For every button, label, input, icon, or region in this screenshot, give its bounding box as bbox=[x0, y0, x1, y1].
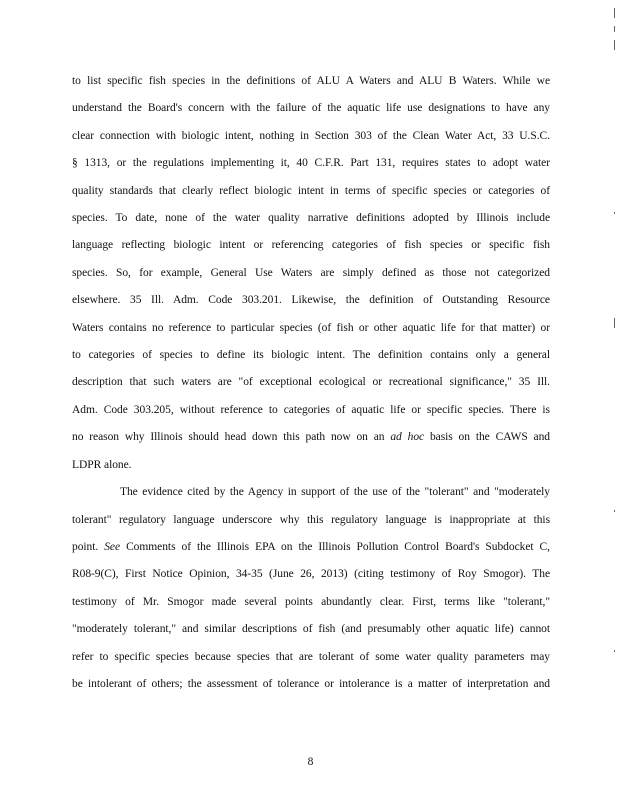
text-line bbox=[72, 424, 550, 451]
text-line: The evidence cited by the Agency in support of the use of the "tolerant" and "moderately bbox=[120, 486, 550, 499]
text-line: language reflecting biologic intent or referencing categories of fish species or specific fish bbox=[72, 239, 550, 252]
text-line: clear connection with biologic intent, nothing in Section 303 of the Clean Water Act, 33 U.S.C. bbox=[72, 129, 550, 142]
text-line: species. To date, none of the water quality narrative definitions adopted by Illinois include bbox=[72, 212, 550, 225]
text-line: to categories of species to define its biologic intent. The definition contains only a general bbox=[72, 349, 550, 362]
text-line: R08-9(C), First Notice Opinion, 34-35 (June 26, 2013) (citing testimony of Roy Smogor). The bbox=[72, 568, 550, 581]
text-line: LDPR alone. bbox=[72, 458, 132, 471]
text-line: quality standards that clearly reflect biologic intent in terms of specific species or categories of bbox=[72, 184, 550, 197]
text-line: species. So, for example, General Use Waters are simply defined as those not categorized bbox=[72, 266, 550, 279]
text-line: be intolerant of others; the assessment of tolerance or intolerance is a matter of interpretation and bbox=[72, 677, 550, 690]
text-line: understand the Board's concern with the failure of the aquatic life use designations to have any bbox=[72, 102, 550, 115]
signal-see: See bbox=[104, 540, 121, 553]
text-segment: point. bbox=[72, 540, 105, 553]
text-line: Waters contains no reference to particular species (of fish or other aquatic life for that matter) or bbox=[72, 321, 550, 334]
text-line: tolerant" regulatory language underscore why this regulatory language is inappropriate at this bbox=[72, 513, 550, 526]
text-line bbox=[72, 534, 550, 561]
text-segment: Comments of the Illinois EPA on the Illinois Pollution Control Board's Subdocket C, bbox=[120, 540, 550, 553]
paragraph-1 bbox=[72, 68, 550, 479]
page-number: 8 bbox=[307, 756, 314, 768]
text-segment: basis on the CAWS and bbox=[424, 431, 550, 444]
text-line: § 1313, or the regulations implementing it, 40 C.F.R. Part 131, requires states to adopt water bbox=[72, 157, 550, 170]
text-line: elsewhere. 35 Ill. Adm. Code 303.201. Likewise, the definition of Outstanding Resource bbox=[72, 294, 550, 307]
text-line: description that such waters are "of exceptional ecological or recreational significance," 35 Ill. bbox=[72, 376, 550, 389]
text-segment: no reason why Illinois should head down this path now on an bbox=[72, 431, 391, 444]
text-line: "moderately tolerant," and similar descriptions of fish (and presumably other aquatic life) cannot bbox=[72, 623, 550, 636]
paragraph-2 bbox=[72, 479, 550, 698]
text-line: refer to specific species because species that are tolerant of some water quality parameters may bbox=[72, 650, 550, 663]
text-line: testimony of Mr. Smogor made several points abundantly clear. First, terms like "tolerant," bbox=[72, 595, 550, 608]
text-line: Adm. Code 303.205, without reference to categories of aquatic life or specific species. There is bbox=[72, 403, 550, 416]
italic-term: ad hoc bbox=[390, 431, 425, 444]
body-text bbox=[72, 68, 550, 698]
text-line: to list specific fish species in the definitions of ALU A Waters and ALU B Waters. While we bbox=[72, 75, 550, 87]
margin-scan-marks bbox=[611, 0, 615, 800]
